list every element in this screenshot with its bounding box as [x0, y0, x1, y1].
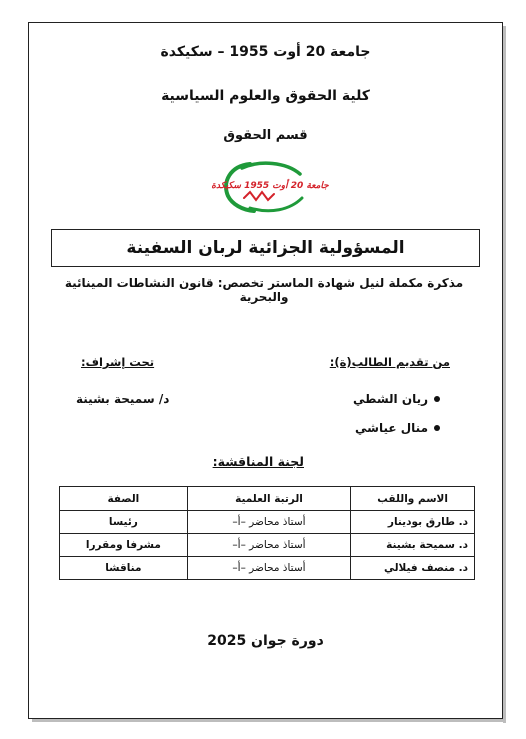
page-border — [28, 22, 503, 719]
department-name: قسم الحقوق — [223, 128, 308, 143]
header-name: الاسم واللقب — [351, 487, 475, 511]
member-name: د. منصف فيلالي — [351, 557, 475, 580]
member-role: مشرفا ومقررا — [60, 534, 188, 557]
member-rank: أستاذ محاضر –أ– — [187, 511, 351, 534]
page-shadow-bottom — [32, 719, 506, 722]
student-item — [355, 421, 440, 435]
university-name: جامعة 20 أوت 1955 – سكيكدة — [160, 44, 371, 60]
page-shadow-right — [503, 26, 506, 723]
student-name: منال عياشي — [355, 421, 428, 435]
session-date: دورة جوان 2025 — [207, 633, 324, 649]
student-name: ريان الشطي — [353, 392, 428, 406]
member-rank: أستاذ محاضر –أ– — [187, 557, 351, 580]
logo-lettering: جامعة 20 أوت 1955 سكيكدة — [211, 181, 329, 191]
member-name: د. طارق بودينار — [351, 511, 475, 534]
thesis-title: المسؤولية الجزائية لربان السفينة — [51, 229, 480, 267]
member-rank: أستاذ محاضر –أ– — [187, 534, 351, 557]
committee-table — [59, 486, 475, 580]
committee-label: لجنة المناقشة: — [212, 454, 304, 469]
students-label: من تقديم الطالب(ة): — [329, 355, 450, 369]
bullet-icon — [434, 425, 440, 431]
header-rank: الرتبة العلمية — [187, 487, 351, 511]
university-logo-icon — [211, 158, 329, 216]
member-name: د. سميحة بشينة — [351, 534, 475, 557]
header-role: الصفة — [60, 487, 188, 511]
thesis-subtitle: مذكرة مكملة لنيل شهادة الماستر تخصص: قانون النشاطات المينائية والبحرية — [64, 276, 464, 304]
table-row — [60, 511, 475, 534]
supervisor-name: د/ سميحة بشينة — [76, 392, 170, 406]
supervisor-label: تحت إشراف: — [81, 355, 155, 369]
student-item — [353, 392, 440, 406]
member-role: رئيسا — [60, 511, 188, 534]
table-header-row — [60, 487, 475, 511]
member-role: مناقشا — [60, 557, 188, 580]
faculty-name: كلية الحقوق والعلوم السياسية — [161, 88, 370, 104]
table-row — [60, 557, 475, 580]
bullet-icon — [434, 396, 440, 402]
table-row — [60, 534, 475, 557]
